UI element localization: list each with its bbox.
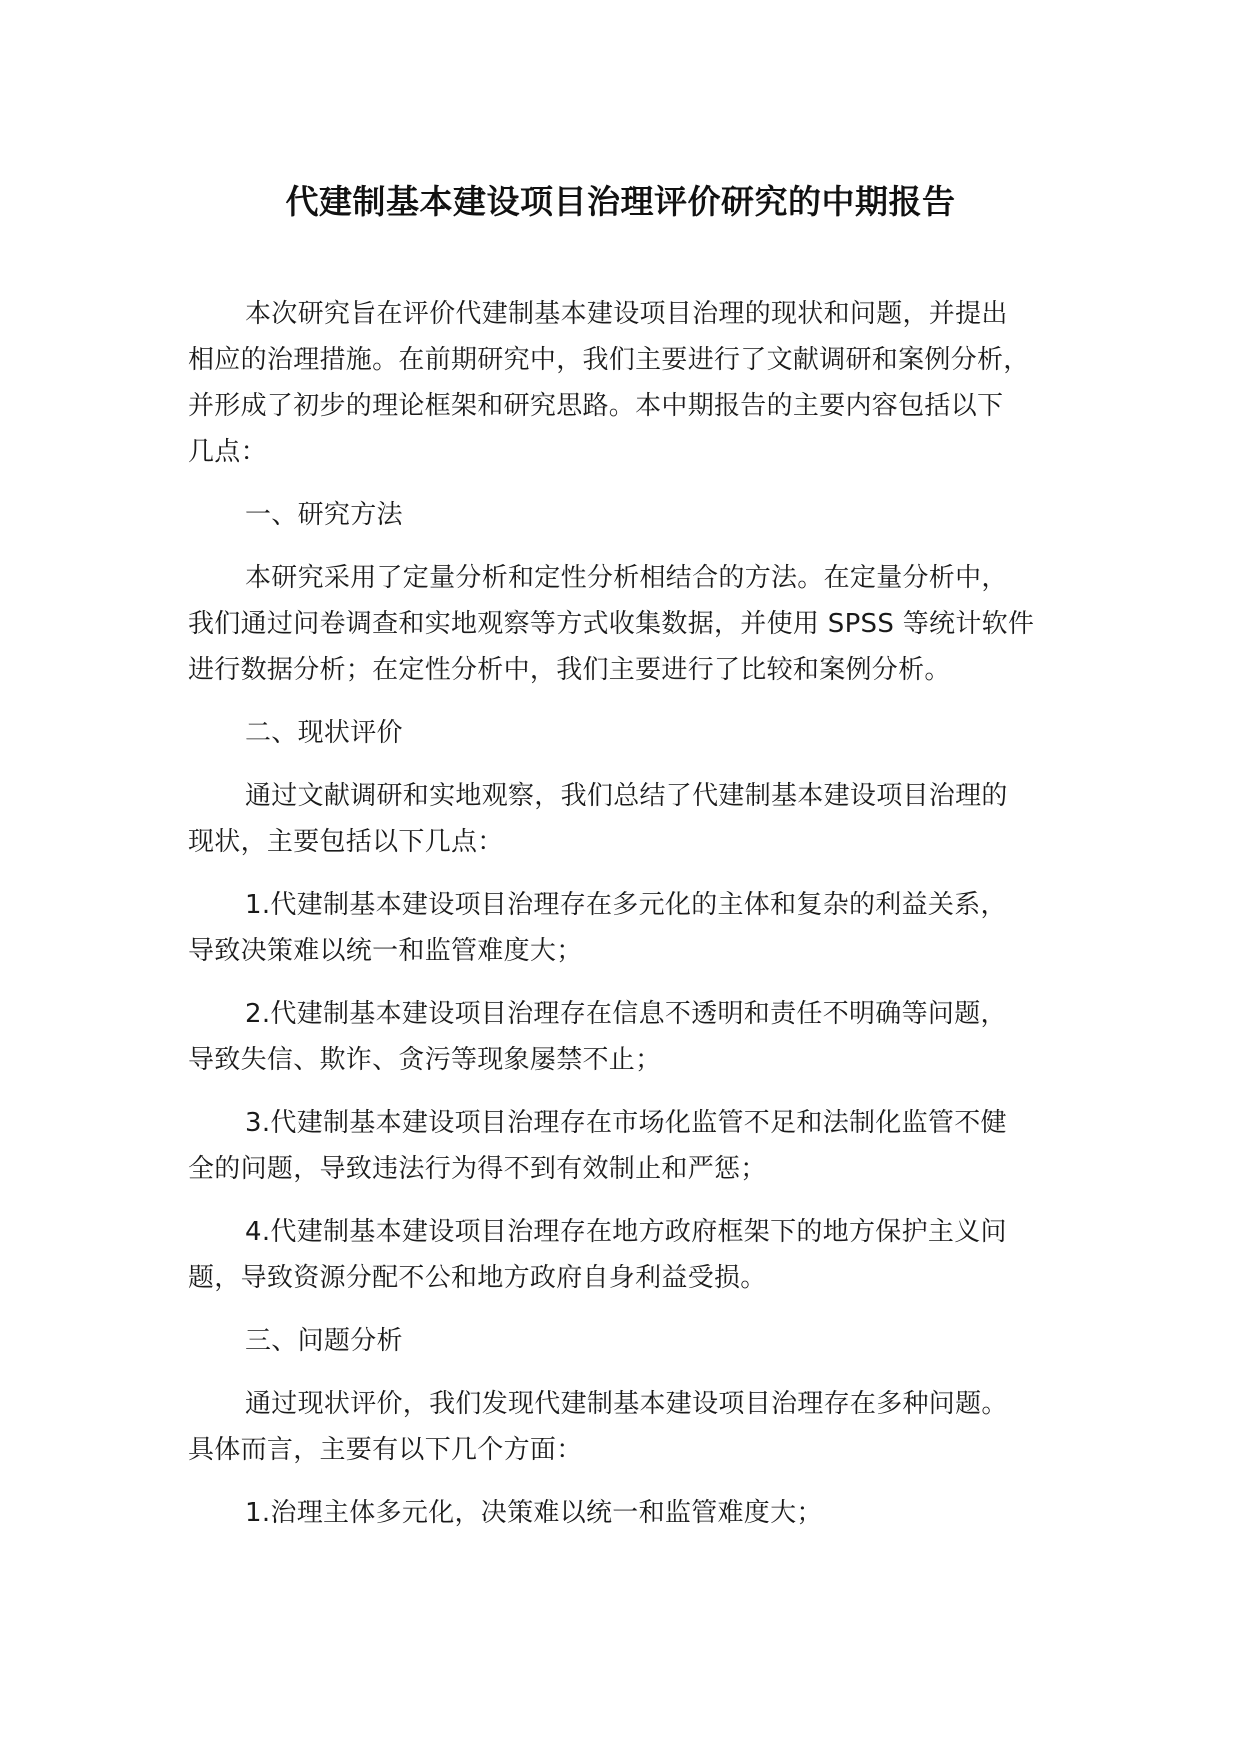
paragraph [188,710,1088,756]
paragraph [188,882,1088,974]
paragraph [188,1381,1088,1473]
paragraph-line: 现状，主要包括以下几点： [188,827,504,857]
paragraph-line: 具体而言，主要有以下几个方面： [188,1435,583,1465]
paragraph [188,991,1088,1083]
paragraph-line: 我们通过问卷调查和实地观察等方式收集数据，并使用 SPSS 等统计软件 [188,609,1035,639]
paragraph-line: 2.代建制基本建设项目治理存在信息不透明和责任不明确等问题， [245,999,1007,1029]
paragraph [188,1318,1088,1364]
paragraph-line: 并形成了初步的理论框架和研究思路。本中期报告的主要内容包括以下 [188,391,1004,421]
document-body [188,291,1088,1553]
paragraph-line: 本次研究旨在评价代建制基本建设项目治理的现状和问题，并提出 [245,299,1008,329]
paragraph-line: 相应的治理措施。在前期研究中，我们主要进行了文献调研和案例分析， [188,345,1030,375]
paragraph-line: 通过现状评价，我们发现代建制基本建设项目治理存在多种问题。 [245,1389,1008,1419]
paragraph-line: 本研究采用了定量分析和定性分析相结合的方法。在定量分析中， [245,563,1008,593]
paragraph-line: 三、问题分析 [245,1326,403,1356]
paragraph-line: 通过文献调研和实地观察，我们总结了代建制基本建设项目治理的 [245,781,1008,811]
paragraph [188,1209,1088,1301]
paragraph-line: 进行数据分析；在定性分析中，我们主要进行了比较和案例分析。 [188,655,951,685]
paragraph [188,492,1088,538]
paragraph-line: 导致失信、欺诈、贪污等现象屡禁不止； [188,1045,662,1075]
document-title: 代建制基本建设项目治理评价研究的中期报告 [285,182,956,221]
paragraph-line: 一、研究方法 [245,500,403,530]
paragraph-line: 全的问题，导致违法行为得不到有效制止和严惩； [188,1154,767,1184]
paragraph [188,1100,1088,1192]
paragraph-line: 1.代建制基本建设项目治理存在多元化的主体和复杂的利益关系， [245,890,1007,920]
paragraph [188,291,1088,475]
paragraph [188,773,1088,865]
paragraph [188,1490,1088,1536]
paragraph [188,555,1088,693]
paragraph-line: 几点： [188,437,267,467]
paragraph-line: 1.治理主体多元化，决策难以统一和监管难度大； [245,1498,823,1528]
paragraph-line: 导致决策难以统一和监管难度大； [188,936,583,966]
paragraph-line: 3.代建制基本建设项目治理存在市场化监管不足和法制化监管不健 [245,1108,1007,1138]
paragraph-line: 题，导致资源分配不公和地方政府自身利益受损。 [188,1263,767,1293]
paragraph-line: 二、现状评价 [245,718,403,748]
paragraph-line: 4.代建制基本建设项目治理存在地方政府框架下的地方保护主义问 [245,1217,1007,1247]
